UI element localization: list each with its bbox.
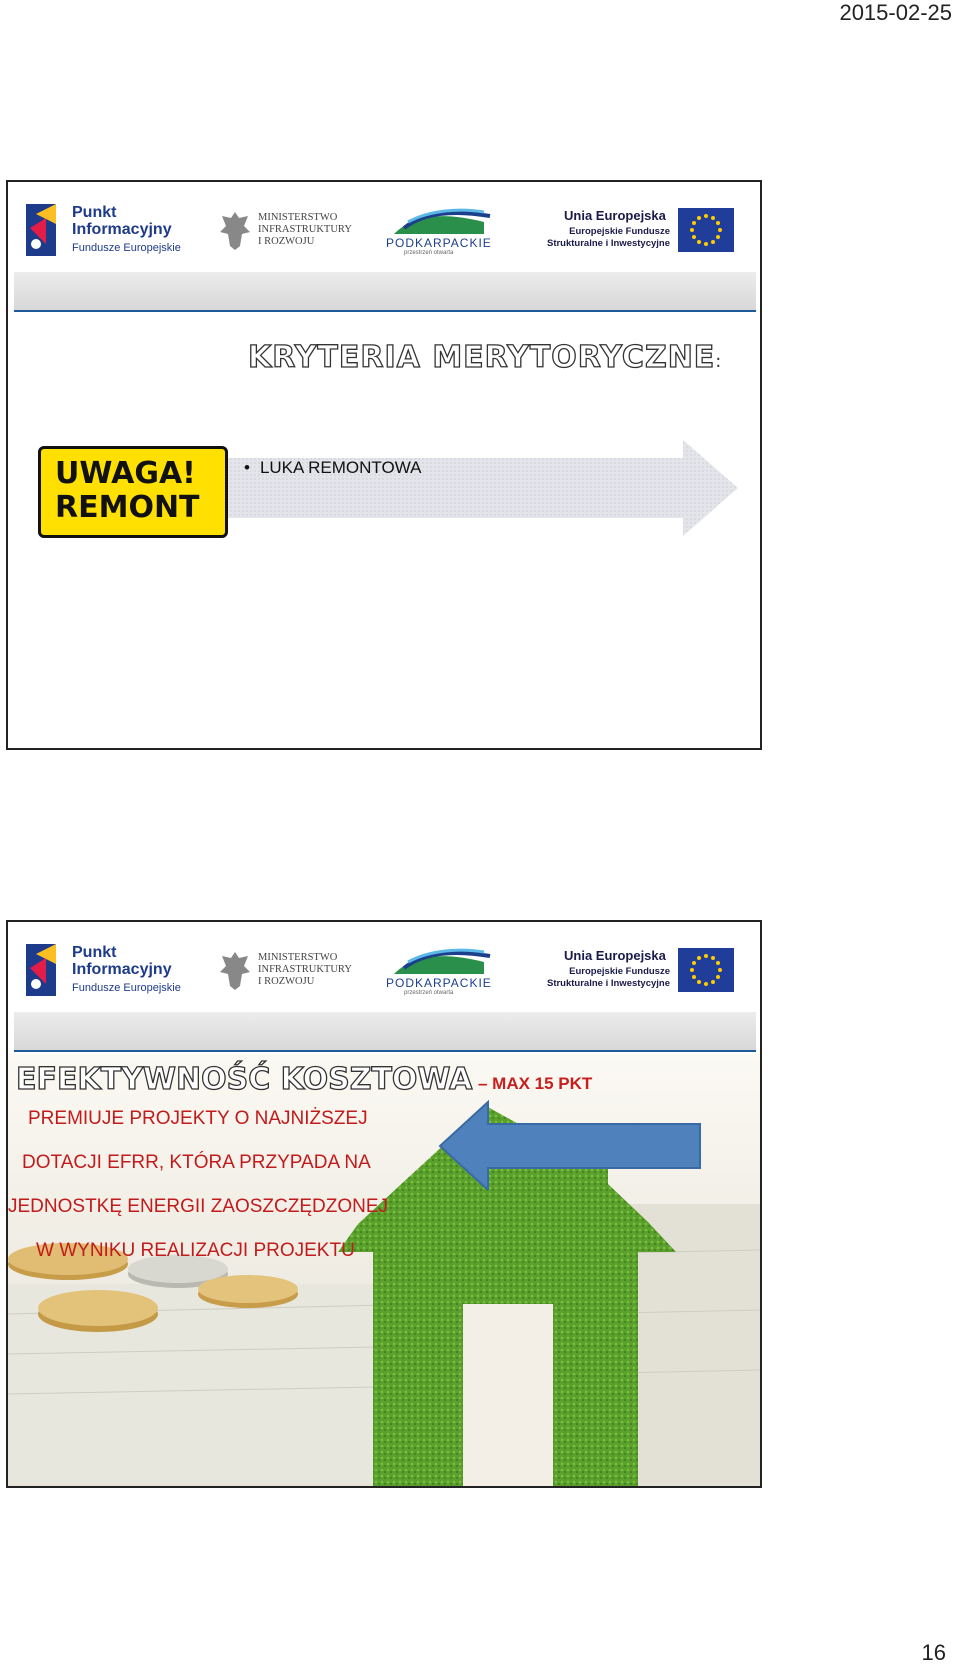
description-line-2: DOTACJI EFRR, KTÓRA PRZYPADA NA [22,1152,371,1173]
ministry-logo [218,950,378,1000]
hills-icon [384,948,494,976]
sign-line-1: UWAGA! [55,456,196,491]
eu-logo [546,208,746,258]
eu-subtitle: Europejskie Fundusze Strukturalne i Inwestycyjne [546,966,670,989]
ministry-name: MINISTERSTWO INFRASTRUKTURY I ROZWOJU [258,952,352,987]
left-arrow-icon [438,1100,708,1190]
region-tagline: przestrzeń otwarta [404,250,454,256]
region-name: PODKARPACKIE [386,236,492,250]
description-line-4: W WYNIKU REALIZACJI PROJEKTU [36,1240,355,1261]
pif-mark-icon [26,200,66,258]
header-bar [14,1012,756,1052]
eu-subtitle: Europejskie Fundusze Strukturalne i Inwestycyjne [546,226,670,249]
eu-flag-icon [678,948,734,992]
page-number: 16 [921,1640,946,1665]
podkarpackie-logo [384,208,504,258]
slide-kryteria [6,180,762,750]
pif-title: Punkt Informacyjny [72,204,172,238]
pif-logo [26,200,186,264]
region-name: PODKARPACKIE [386,976,492,990]
slide-efektywnosc [6,920,762,1488]
slide-title: KRYTERIA MERYTORYCZNE: [248,340,723,375]
ministry-logo [218,210,378,260]
pif-subtitle: Fundusze Europejskie [72,982,181,994]
podkarpackie-logo [384,948,504,998]
pif-subtitle: Fundusze Europejskie [72,242,181,254]
slide-title-suffix: – MAX 15 PKT [478,1074,593,1093]
pif-mark-icon [26,940,66,998]
eagle-icon [218,210,252,252]
hills-icon [384,208,494,236]
eu-logo [546,948,746,998]
eu-flag-icon [678,208,734,252]
header-bar [14,272,756,312]
logo-bar [8,922,760,1017]
logo-bar [8,182,760,277]
remont-sign [38,446,228,538]
region-tagline: przestrzeń otwarta [404,990,454,996]
pif-logo [26,940,186,1004]
slide-title: EFEKTYWNOŚĆ KOSZTOWA [16,1062,473,1097]
eu-title: Unia Europejska [564,208,666,223]
description-line-3: JEDNOSTKĘ ENERGII ZAOSZCZĘDZONEJ [8,1196,389,1217]
eagle-icon [218,950,252,992]
page-date: 2015-02-25 [839,0,952,25]
eu-title: Unia Europejska [564,948,666,963]
description-line-1: PREMIUJE PROJEKTY O NAJNIŻSZEJ [28,1108,368,1129]
ministry-name: MINISTERSTWO INFRASTRUKTURY I ROZWOJU [258,212,352,247]
bullet-dot-icon: • [244,458,250,477]
sign-line-2: REMONT [55,490,200,525]
bullet-arrow [38,438,738,538]
bullet-item [244,458,421,478]
bullet-text: LUKA REMONTOWA [259,458,422,477]
pif-title: Punkt Informacyjny [72,944,172,978]
